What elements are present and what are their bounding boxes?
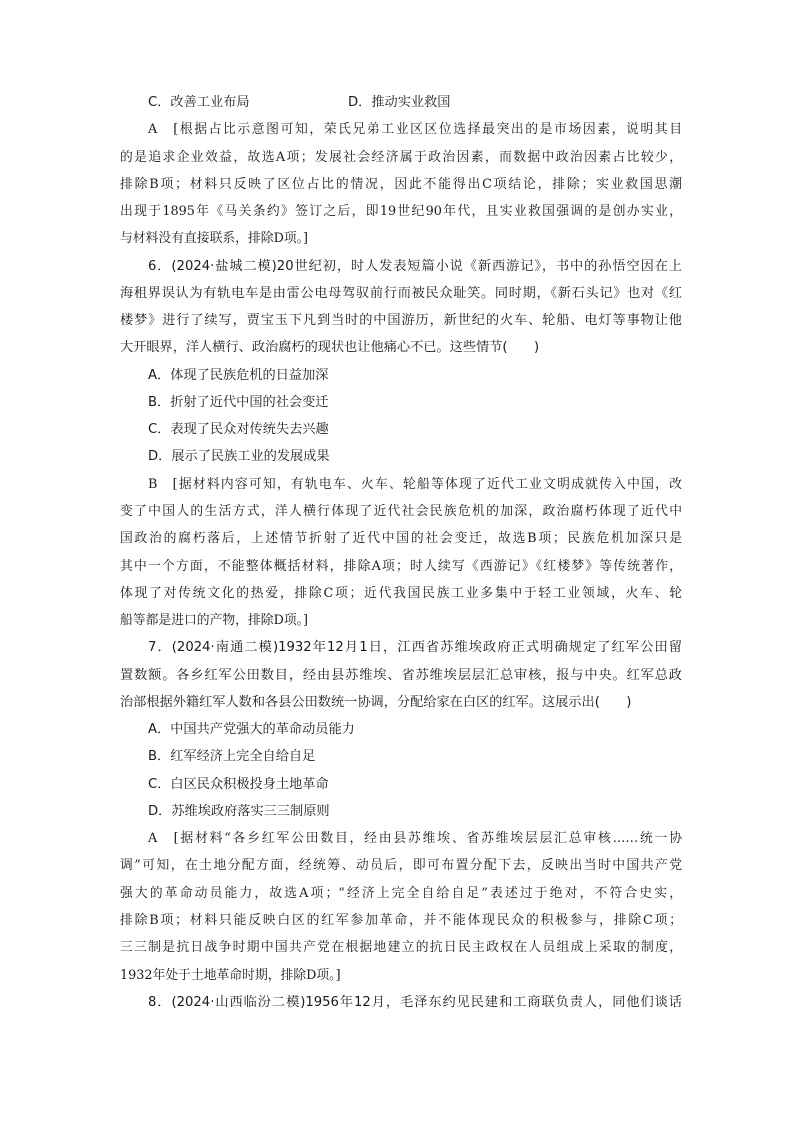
- option-d: D．推动实业救国: [348, 95, 451, 110]
- question-stem-line: 6．(2024·盐城二模)20世纪初，时人发表短篇小说《新西游记》，书中的孙悟空因在上: [148, 258, 682, 274]
- option-d: D．展示了民族工业的发展成果: [148, 449, 330, 465]
- answer-line: 出现于1895年《马关条约》签订之后，即19世纪90年代，且实业救国强调的是创办实业，: [120, 204, 682, 220]
- question-stem-line: 治部根据外籍红军人数和各县公田数统一协调，分配给家在白区的红军。这展示出( ): [120, 694, 632, 710]
- answer-line: 船等都是进口的产物，排除D项。]: [120, 613, 309, 629]
- question-stem-line: 置数额。各乡红军公田数目，经由县苏维埃、省苏维埃层层汇总审核，报与中央。红军总政: [120, 667, 682, 683]
- answer-line: B [据材料内容可知，有轨电车、火车、轮船等体现了近代工业文明成就传入中国，改: [148, 476, 682, 492]
- answer-line: A [据材料“各乡红军公田数目，经由县苏维埃、省苏维埃层层汇总审核……统一协: [148, 831, 682, 847]
- document-body: [120, 89, 682, 1016]
- option-row: [120, 89, 682, 116]
- answer-line: 排除B项；材料只反映了区位占比的情况，因此不能得出C项结论，排除；实业救国思潮: [120, 176, 682, 192]
- option-a: A．中国共产党强大的革命动员能力: [148, 722, 355, 738]
- answer-line: 调”可知，在土地分配方面，经统筹、动员后，即可布置分配下去，反映出当时中国共产党: [120, 858, 682, 874]
- option-c: C．表现了民众对传统失去兴趣: [148, 422, 329, 438]
- answer-line: 其中一个方面，不能整体概括材料，排除A项；时人续写《西游记》《红楼梦》等传统著作，: [120, 558, 682, 574]
- answer-line: 三三制是抗日战争时期中国共产党在根据地建立的抗日民主政权在人员组成上采取的制度，: [120, 940, 682, 956]
- question-stem-line: 大开眼界，洋人横行、政治腐朽的现状也让他痛心不已。这些情节( ): [120, 340, 540, 356]
- answer-line: 与材料没有直接联系，排除D项。]: [120, 231, 309, 247]
- question-stem-line: 海租界误认为有轨电车是由雷公电母驾驭前行而被民众耻笑。同时期，《新石头记》也对《红: [120, 285, 682, 301]
- answer-line: 的是追求企业效益，故选A项；发展社会经济属于政治因素，而数据中政治因素占比较少，: [120, 149, 682, 165]
- option-b: B．折射了近代中国的社会变迁: [148, 394, 329, 410]
- answer-line: A [根据占比示意图可知，荣氏兄弟工业区区位选择最突出的是市场因素，说明其目: [148, 122, 682, 138]
- answer-line: 强大的革命动员能力，故选A项；“经济上完全自给自足”表述过于绝对，不符合史实，: [120, 885, 682, 901]
- answer-line: 排除B项；材料只能反映白区的红军参加革命，并不能体现民众的积极参与，排除C项；: [120, 912, 682, 928]
- question-stem-line: 楼梦》进行了续写，贾宝玉下凡到当时的中国游历，新世纪的火车、轮船、电灯等事物让他: [120, 313, 682, 329]
- option-c: C．白区民众积极投身土地革命: [148, 776, 329, 792]
- option-b: B．红军经济上完全自给自足: [148, 749, 316, 765]
- question-stem-line: 7．(2024·南通二模)1932年12月1日，江西省苏维埃政府正式明确规定了红军公田留: [148, 640, 682, 656]
- answer-line: 国政治的腐朽落后，上述情节折射了近代中国的社会变迁，故选B项；民族危机加深只是: [120, 531, 682, 547]
- option-a: A．体现了民族危机的日益加深: [148, 367, 329, 383]
- answer-line: 体现了对传统文化的热爱，排除C项；近代我国民族工业多集中于轻工业领域，火车、轮: [120, 585, 682, 601]
- option-c: C．改善工业布局: [148, 95, 250, 110]
- option-d: D．苏维埃政府落实三三制原则: [148, 803, 330, 819]
- answer-line: 1932年处于土地革命时期，排除D项。]: [120, 967, 341, 983]
- answer-line: 变了中国人的生活方式，洋人横行体现了近代社会民族危机的加深，政治腐朽体现了近代中: [120, 503, 682, 519]
- question-stem-line: 8．(2024·山西临汾二模)1956年12月，毛泽东约见民建和工商联负责人，同他们谈话: [148, 994, 682, 1010]
